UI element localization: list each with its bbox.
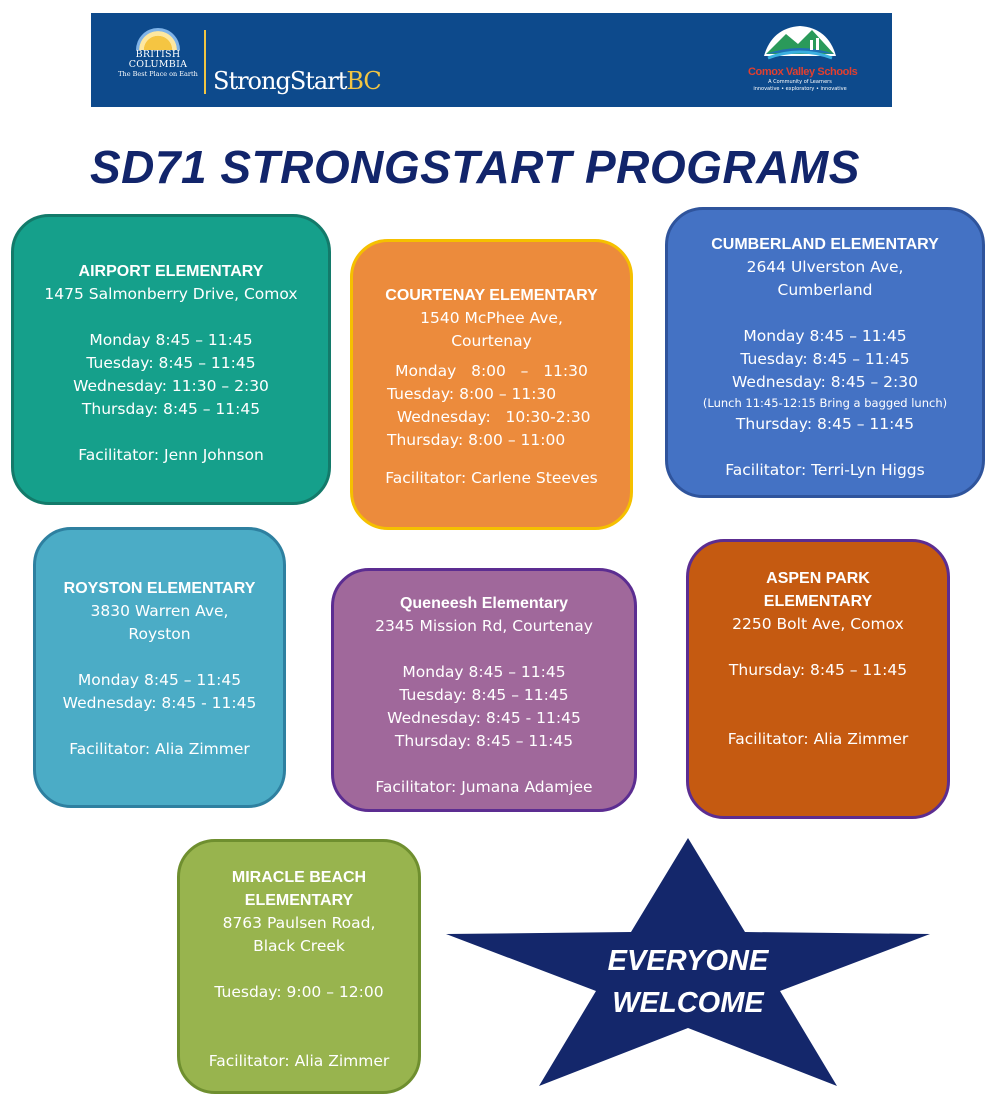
schedule-line: Monday 8:45 – 11:45 (743, 327, 907, 345)
schedule-line: Wednesday: 8:45 - 11:45 (387, 709, 581, 727)
school-name: ROYSTON ELEMENTARY (63, 580, 256, 597)
school-address: 3830 Warren Ave, (90, 602, 229, 620)
schedule-line: Tuesday: 8:45 – 11:45 (740, 350, 910, 368)
program-card-miracle-beach (177, 839, 421, 1094)
mountain-icon (758, 22, 842, 62)
page-title: SD71 STRONGSTART PROGRAMS (90, 141, 860, 193)
school-address: 2345 Mission Rd, Courtenay (375, 617, 593, 635)
schedule-line: Wednesday: 8:45 - 11:45 (62, 694, 257, 712)
school-name: CUMBERLAND ELEMENTARY (711, 236, 939, 253)
schedule-line: Thursday: 8:45 – 11:45 (394, 732, 574, 750)
header-divider (204, 30, 206, 94)
school-address: 1475 Salmonberry Drive, Comox (44, 285, 298, 303)
schedule-line: Tuesday: 8:45 – 11:45 (399, 686, 569, 704)
schedule-line: Monday 8:45 – 11:45 (77, 671, 242, 689)
welcome-line1: EVERYONE (607, 945, 769, 977)
school-city: Cumberland (777, 281, 873, 299)
school-address: 2644 Ulverston Ave, (746, 258, 904, 276)
school-city: Courtenay (451, 332, 532, 350)
cvs-name: Comox Valley Schools (748, 66, 858, 78)
program-card-courtenay (350, 239, 633, 530)
schedule-line: Wednesday: 8:45 – 2:30 (732, 373, 918, 391)
cvs-values: innovative • exploratory • innovative (753, 86, 847, 92)
schedule-line: Thursday: 8:00 – 11:00 (387, 431, 566, 449)
school-name: AIRPORT ELEMENTARY (78, 263, 264, 280)
facilitator: Facilitator: Alia Zimmer (727, 730, 909, 748)
school-name-line2: ELEMENTARY (244, 892, 354, 909)
cvs-subtitle: A Community of Learners (768, 79, 832, 85)
bc-tagline: The Best Place on Earth (118, 70, 198, 78)
school-name-line1: ASPEN PARK (766, 570, 870, 587)
schedule-line: Monday 8:45 – 11:45 (402, 663, 566, 681)
school-name: COURTENAY ELEMENTARY (385, 287, 598, 304)
schedule-line: Thursday: 8:45 – 11:45 (735, 415, 915, 433)
schedule-line: Tuesday: 8:00 – 11:30 (387, 385, 557, 403)
school-address: 8763 Paulsen Road, (222, 914, 376, 932)
facilitator: Facilitator: Terri-Lyn Higgs (725, 461, 925, 479)
lunch-note: (Lunch 11:45-12:15 Bring a bagged lunch) (702, 396, 948, 410)
schedule-line: Wednesday: 10:30-2:30 (387, 408, 591, 426)
schedule-line: Monday 8:00 – 11:30 (395, 362, 588, 380)
bc-name-line1: BRITISH (135, 49, 181, 60)
welcome-line2: WELCOME (612, 987, 764, 1019)
schedule-line: Monday 8:45 – 11:45 (89, 331, 253, 349)
program-card-airport (11, 214, 331, 505)
strongstart-bc-logo (213, 62, 381, 100)
british-columbia-logo (118, 28, 198, 94)
bc-suffix: BC (346, 67, 381, 95)
schedule-line: Tuesday: 9:00 – 12:00 (214, 983, 384, 1001)
school-city: Black Creek (253, 937, 345, 955)
comox-valley-schools-logo (748, 22, 858, 100)
welcome-star (443, 838, 935, 1090)
program-card-royston (33, 527, 286, 808)
school-city: Royston (128, 625, 191, 643)
program-card-queneesh (331, 568, 637, 812)
school-address: 2250 Bolt Ave, Comox (732, 615, 904, 633)
sun-icon (136, 28, 180, 50)
school-name-line1: MIRACLE BEACH (231, 869, 367, 886)
facilitator: Facilitator: Jenn Johnson (78, 446, 264, 464)
school-name: Queneesh Elementary (399, 595, 569, 612)
program-card-cumberland (665, 207, 985, 498)
facilitator: Facilitator: Alia Zimmer (69, 740, 250, 758)
program-card-aspen-park (686, 539, 950, 819)
facilitator: Facilitator: Alia Zimmer (208, 1052, 390, 1070)
schedule-line: Tuesday: 8:45 – 11:45 (86, 354, 256, 372)
facilitator: Facilitator: Jumana Adamjee (375, 778, 593, 796)
strongstart-text: StrongStart (213, 67, 347, 95)
schedule-line: Thursday: 8:45 – 11:45 (81, 400, 261, 418)
school-name-line2: ELEMENTARY (763, 593, 873, 610)
facilitator: Facilitator: Carlene Steeves (385, 469, 598, 487)
schedule-line: Wednesday: 11:30 – 2:30 (73, 377, 269, 395)
school-address: 1540 McPhee Ave, (420, 309, 563, 327)
schedule-line: Thursday: 8:45 – 11:45 (728, 661, 908, 679)
bc-name-line2: COLUMBIA (128, 59, 188, 70)
